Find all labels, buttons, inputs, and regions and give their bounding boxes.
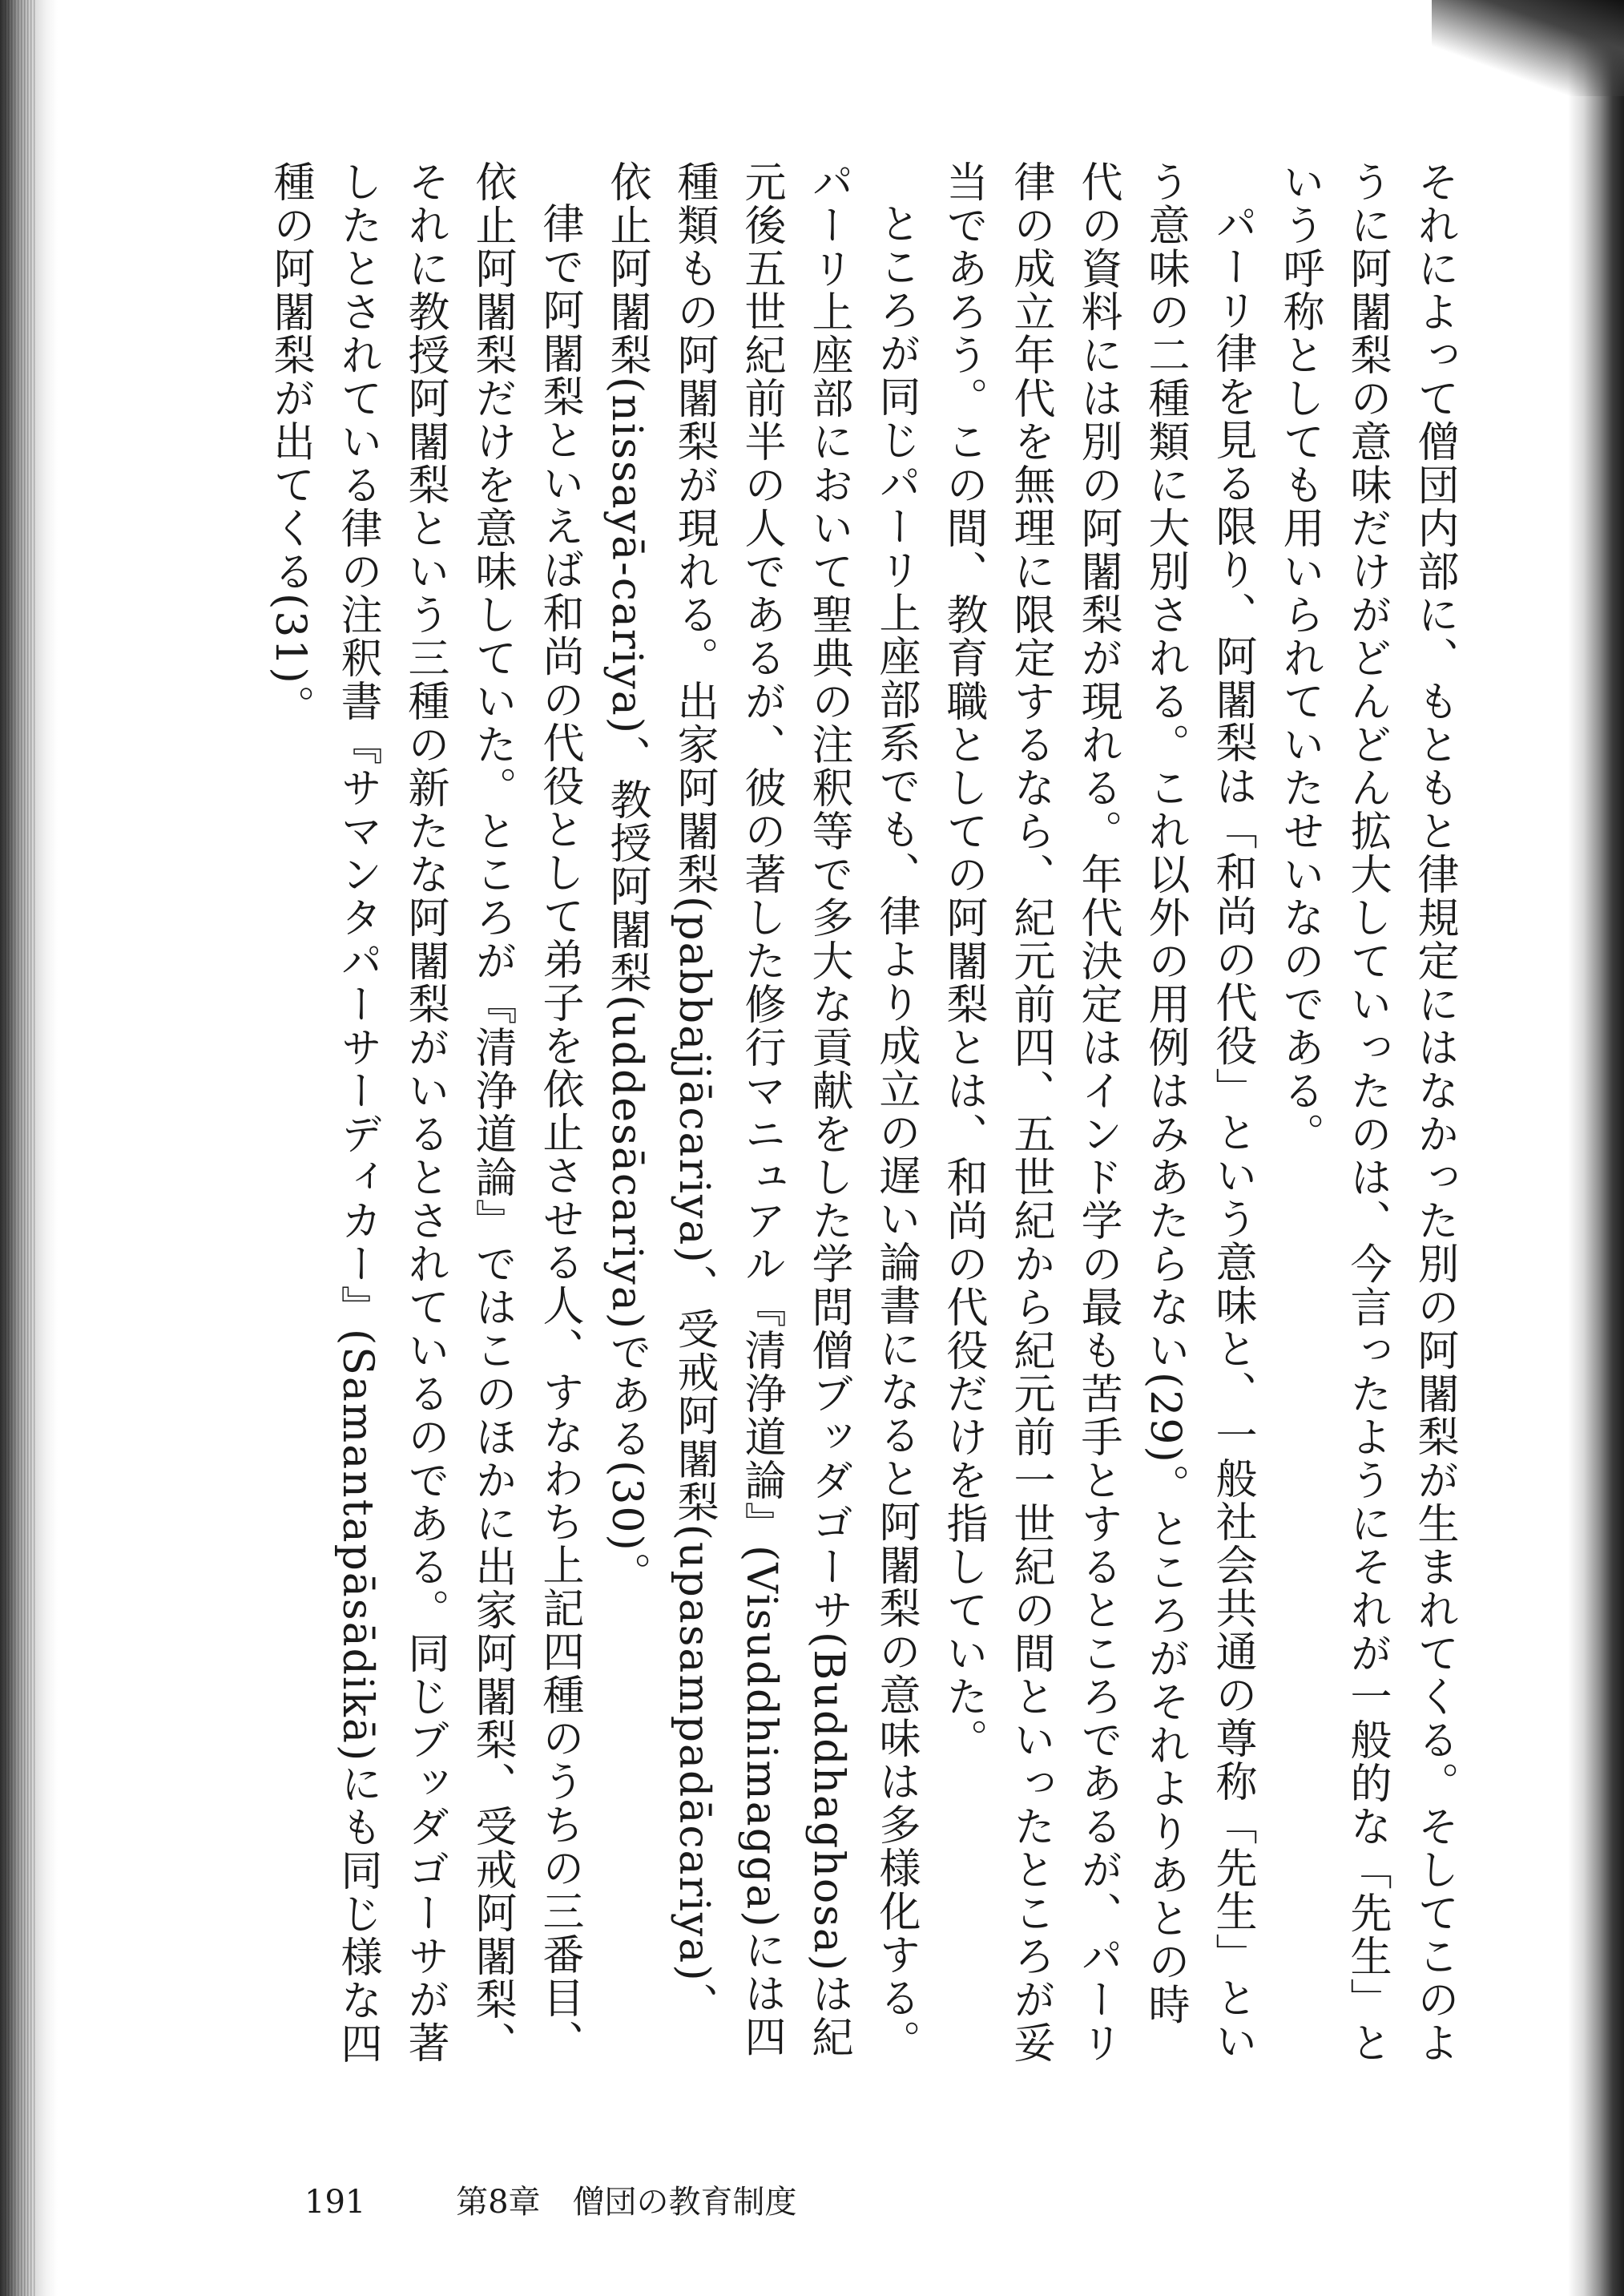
scan-edge-right [1568,0,1624,2296]
running-header-chapter: 第8章 僧団の教育制度 [456,2184,797,2221]
scan-corner-shadow [1432,0,1624,96]
paragraph-4: 律で阿闍梨といえば和尚の代役として弟子を依止させる人、すなわち上記四種のうちの三番目、依止阿闍梨だけを意味していた。ところが『清浄道論』ではこのほかに出家阿闍梨、受戒阿闍梨、それに教授阿闍梨という三種の新たな阿闍梨がいるとされているのである。同じブッダゴーサが著したとされている律の注釈書『サマンタパーサーディカー』(Samantapāsādikā)にも同じ様な四種の阿闍梨が出てくる(31)。 [266,160,583,2066]
paragraph-3: ところが同じパーリ上座部系でも、律より成立の遅い論書になると阿闍梨の意味は多様化する。パーリ上座部において聖典の注釈等で多大な貢献をした学問僧ブッダゴーサ(Buddhaghosa)は紀元後五世紀前半の人であるが、彼の著した修行マニュアル『清浄道論』(Visuddhimagga)には四種類もの阿闍梨が現れる。出家阿闍梨(pabbajjācariya)、受戒阿闍梨(upasampadācariya)、依止阿闍梨(nissayā-cariya)、教授阿闍梨(uddesācariya)である(30)。 [602,160,920,2063]
paragraph-1: それによって僧団内部に、もともと律規定にはなかった別の阿闍梨が生まれてくる。そしてこのように阿闍梨の意味だけがどんどん拡大していったのは、今言ったようにそれが一般的な「先生」という呼称としても用いられていたせいなのである。 [1275,160,1458,2064]
scan-edge-left-lines [5,0,37,2296]
page-footer [304,2177,797,2222]
paragraph-2: パーリ律を見る限り、阿闍梨は「和尚の代役」という意味と、一般社会共通の尊称「先生」という意味の二種類に大別される。これ以外の用例はみあたらない(29)。ところがそれよりあとの時代の資料には別の阿闍梨が現れる。年代決定はインド学の最も苦手とするところであるが、パーリ律の成立年代を無理に限定するなら、紀元前四、五世紀から紀元前一世紀の間といったところが妥当であろう。この間、教育職としての阿闍梨とは、和尚の代役だけを指していた。 [939,160,1256,2064]
page-body [256,160,1468,2068]
page-number: 191 [304,2184,366,2221]
